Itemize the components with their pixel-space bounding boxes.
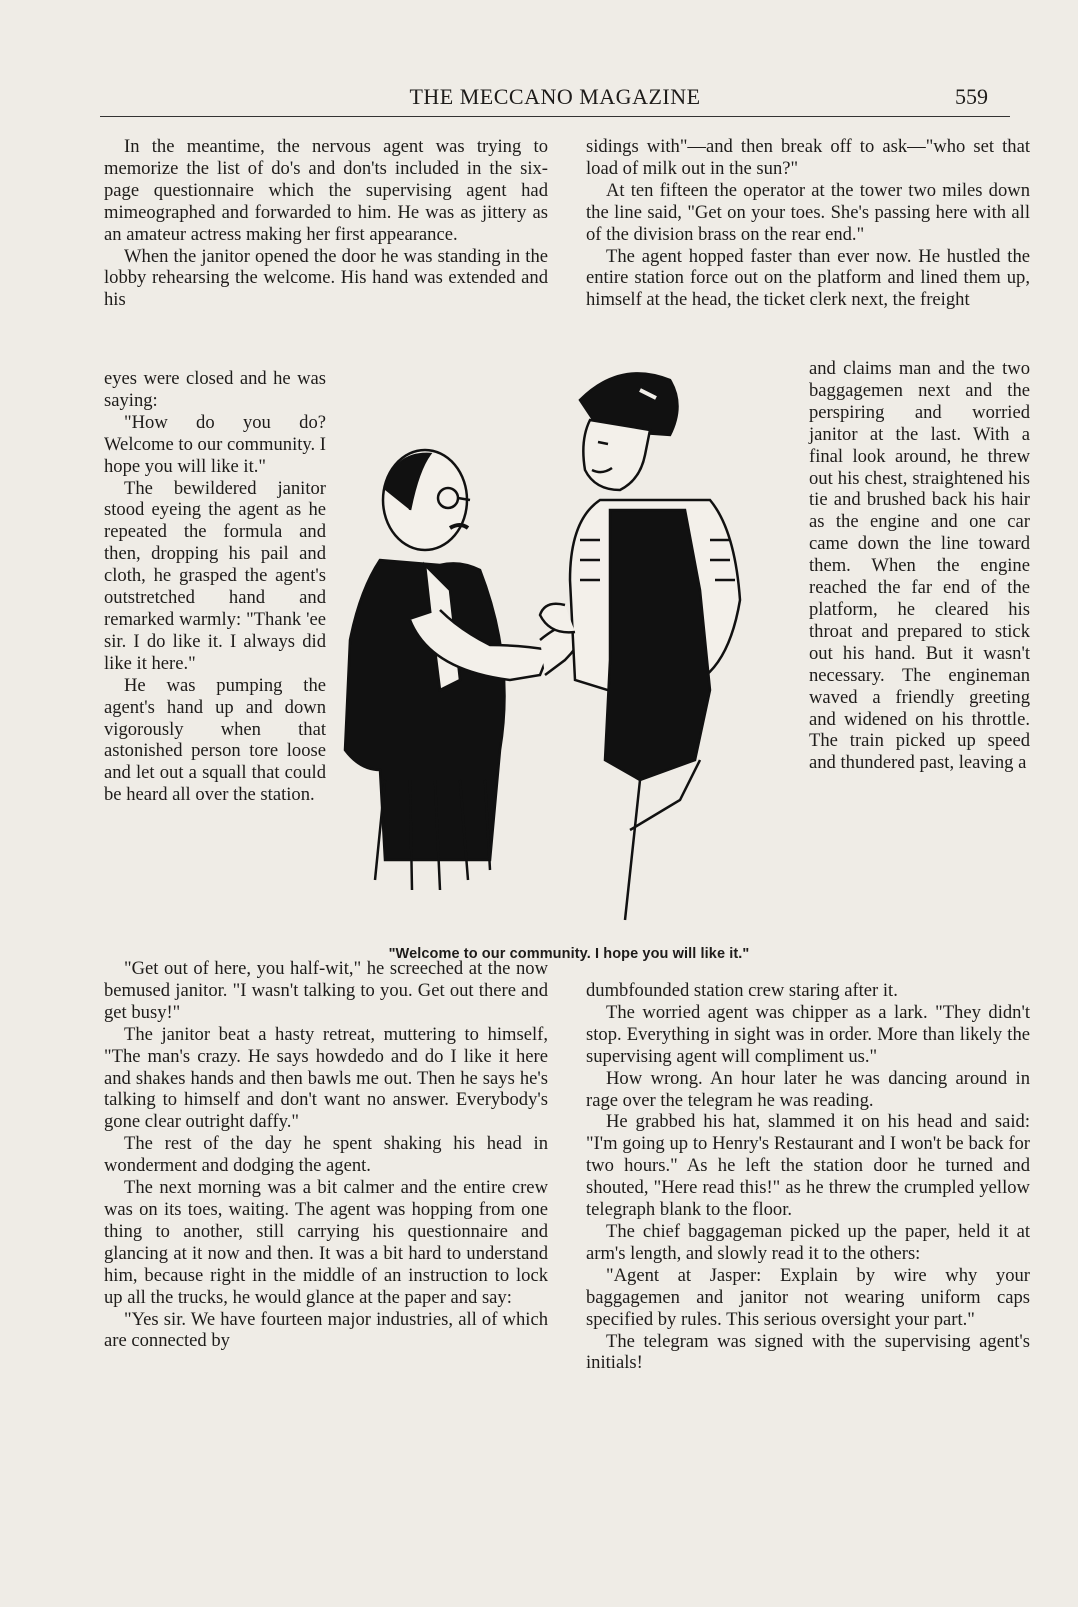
right-column-bottom	[586, 980, 1030, 1374]
paragraph: "How do you do? Welcome to our community. I hope you will like it."	[104, 411, 326, 477]
magazine-title: THE MECCANO MAGAZINE	[409, 84, 701, 109]
paragraph: The worried agent was chipper as a lark. "They didn't stop. Everything in sight was in order. More than likely the supervising agent will compliment us."	[586, 1001, 1030, 1067]
paragraph: "Agent at Jasper: Explain by wire why your baggagemen and janitor not wearing uniform caps specified by rules. This serious oversight your part."	[586, 1264, 1030, 1330]
paragraph: The telegram was signed with the supervising agent's initials!	[586, 1330, 1030, 1374]
paragraph: The janitor beat a hasty retreat, muttering to himself, "The man's crazy. He says howdedo and do I like it here and shakes hands and then bawls me out. Then he says he's talking to himself and don't want no answer. Everybody's gone clear outright daffy."	[104, 1023, 548, 1133]
left-column-top	[104, 136, 548, 311]
paragraph: The next morning was a bit calmer and the entire crew was on its toes, waiting. The agent was hopping from one thing to another, still carrying his questionnaire and glancing at it now and then. It was a bit hard to understand him, because right in the middle of an instruction to lock up all the trucks, he would glance at the paper and say:	[104, 1177, 548, 1308]
paragraph: At ten fifteen the operator at the tower two miles down the line said, "Get on your toes. She's passing here with all of the division brass on the rear end."	[586, 179, 1030, 245]
paragraph: sidings with"—and then break off to ask—"who set that load of milk out in the sun?"	[586, 136, 1030, 179]
paragraph: "Yes sir. We have fourteen major industries, all of which are connected by	[104, 1308, 548, 1352]
paragraph: The agent hopped faster than ever now. He hustled the entire station force out on the platform and lined them up, himself at the head, the ticket clerk next, the freight	[586, 245, 1030, 311]
paragraph: The rest of the day he spent shaking his head in wonderment and dodging the agent.	[104, 1133, 548, 1177]
page-header	[100, 82, 1010, 117]
paragraph: eyes were closed and he was saying:	[104, 368, 326, 411]
paragraph: The bewildered janitor stood eyeing the agent as he repeated the formula and then, dropping his pail and cloth, he grasped the agent's outstretched hand and remarked warmly: "Thank 'ee sir. I do like it. I always did like it here."	[104, 477, 326, 674]
agent-figure	[345, 450, 585, 890]
paragraph: How wrong. An hour later he was dancing around in rage over the telegram he was reading.	[586, 1067, 1030, 1111]
illustration-caption: "Welcome to our community. I hope you will like it."	[388, 946, 750, 962]
left-column-bottom	[104, 958, 548, 1352]
paragraph: The chief baggageman picked up the paper, held it at arm's length, and slowly read it to the others:	[586, 1220, 1030, 1264]
paragraph: He grabbed his hat, slammed it on his head and said: "I'm going up to Henry's Restaurant and I won't be back for two hours." As he left the station door he turned and shouted, "Here read this!" as he threw the crumpled yellow telegraph blank to the floor.	[586, 1111, 1030, 1221]
paragraph: dumbfounded station crew staring after it.	[586, 980, 898, 1001]
right-column-wrap	[809, 358, 1030, 774]
paragraph: He was pumping the agent's hand up and down vigorously when that astonished person tore loose and let out a squall that could be heard all over the station.	[104, 674, 326, 806]
paragraph: "Get out of here, you half-wit," he screeched at the now bemused janitor. "I wasn't talking to you. Get out there and get busy!"	[104, 958, 548, 1023]
paragraph: and claims man and the two baggagemen next and the perspiring and worried janitor at the last. With a final look around, he threw out his chest, straightened his tie and brushed back his hair as the engine and one car came down the line toward them. When the engine reached the far end of the platform, he cleared his throat and prepared to stick out his hand. But it wasn't necessary. The engineman waved a friendly greeting and widened on his throttle. The train picked up speed and thundered past, leaving a	[809, 358, 1030, 774]
paragraph: In the meantime, the nervous agent was trying to memorize the list of do's and don'ts included in the six-page questionnaire which the supervising agent had mimeographed and forwarded to him. He was as jittery as an amateur actress making her first appearance.	[104, 136, 548, 245]
left-column-wrap	[104, 368, 326, 806]
right-column-top	[586, 136, 1030, 311]
page-number: 559	[955, 84, 988, 109]
handshake-illustration	[340, 360, 810, 940]
paragraph: When the janitor opened the door he was standing in the lobby rehearsing the welcome. His hand was extended and his	[104, 245, 548, 311]
